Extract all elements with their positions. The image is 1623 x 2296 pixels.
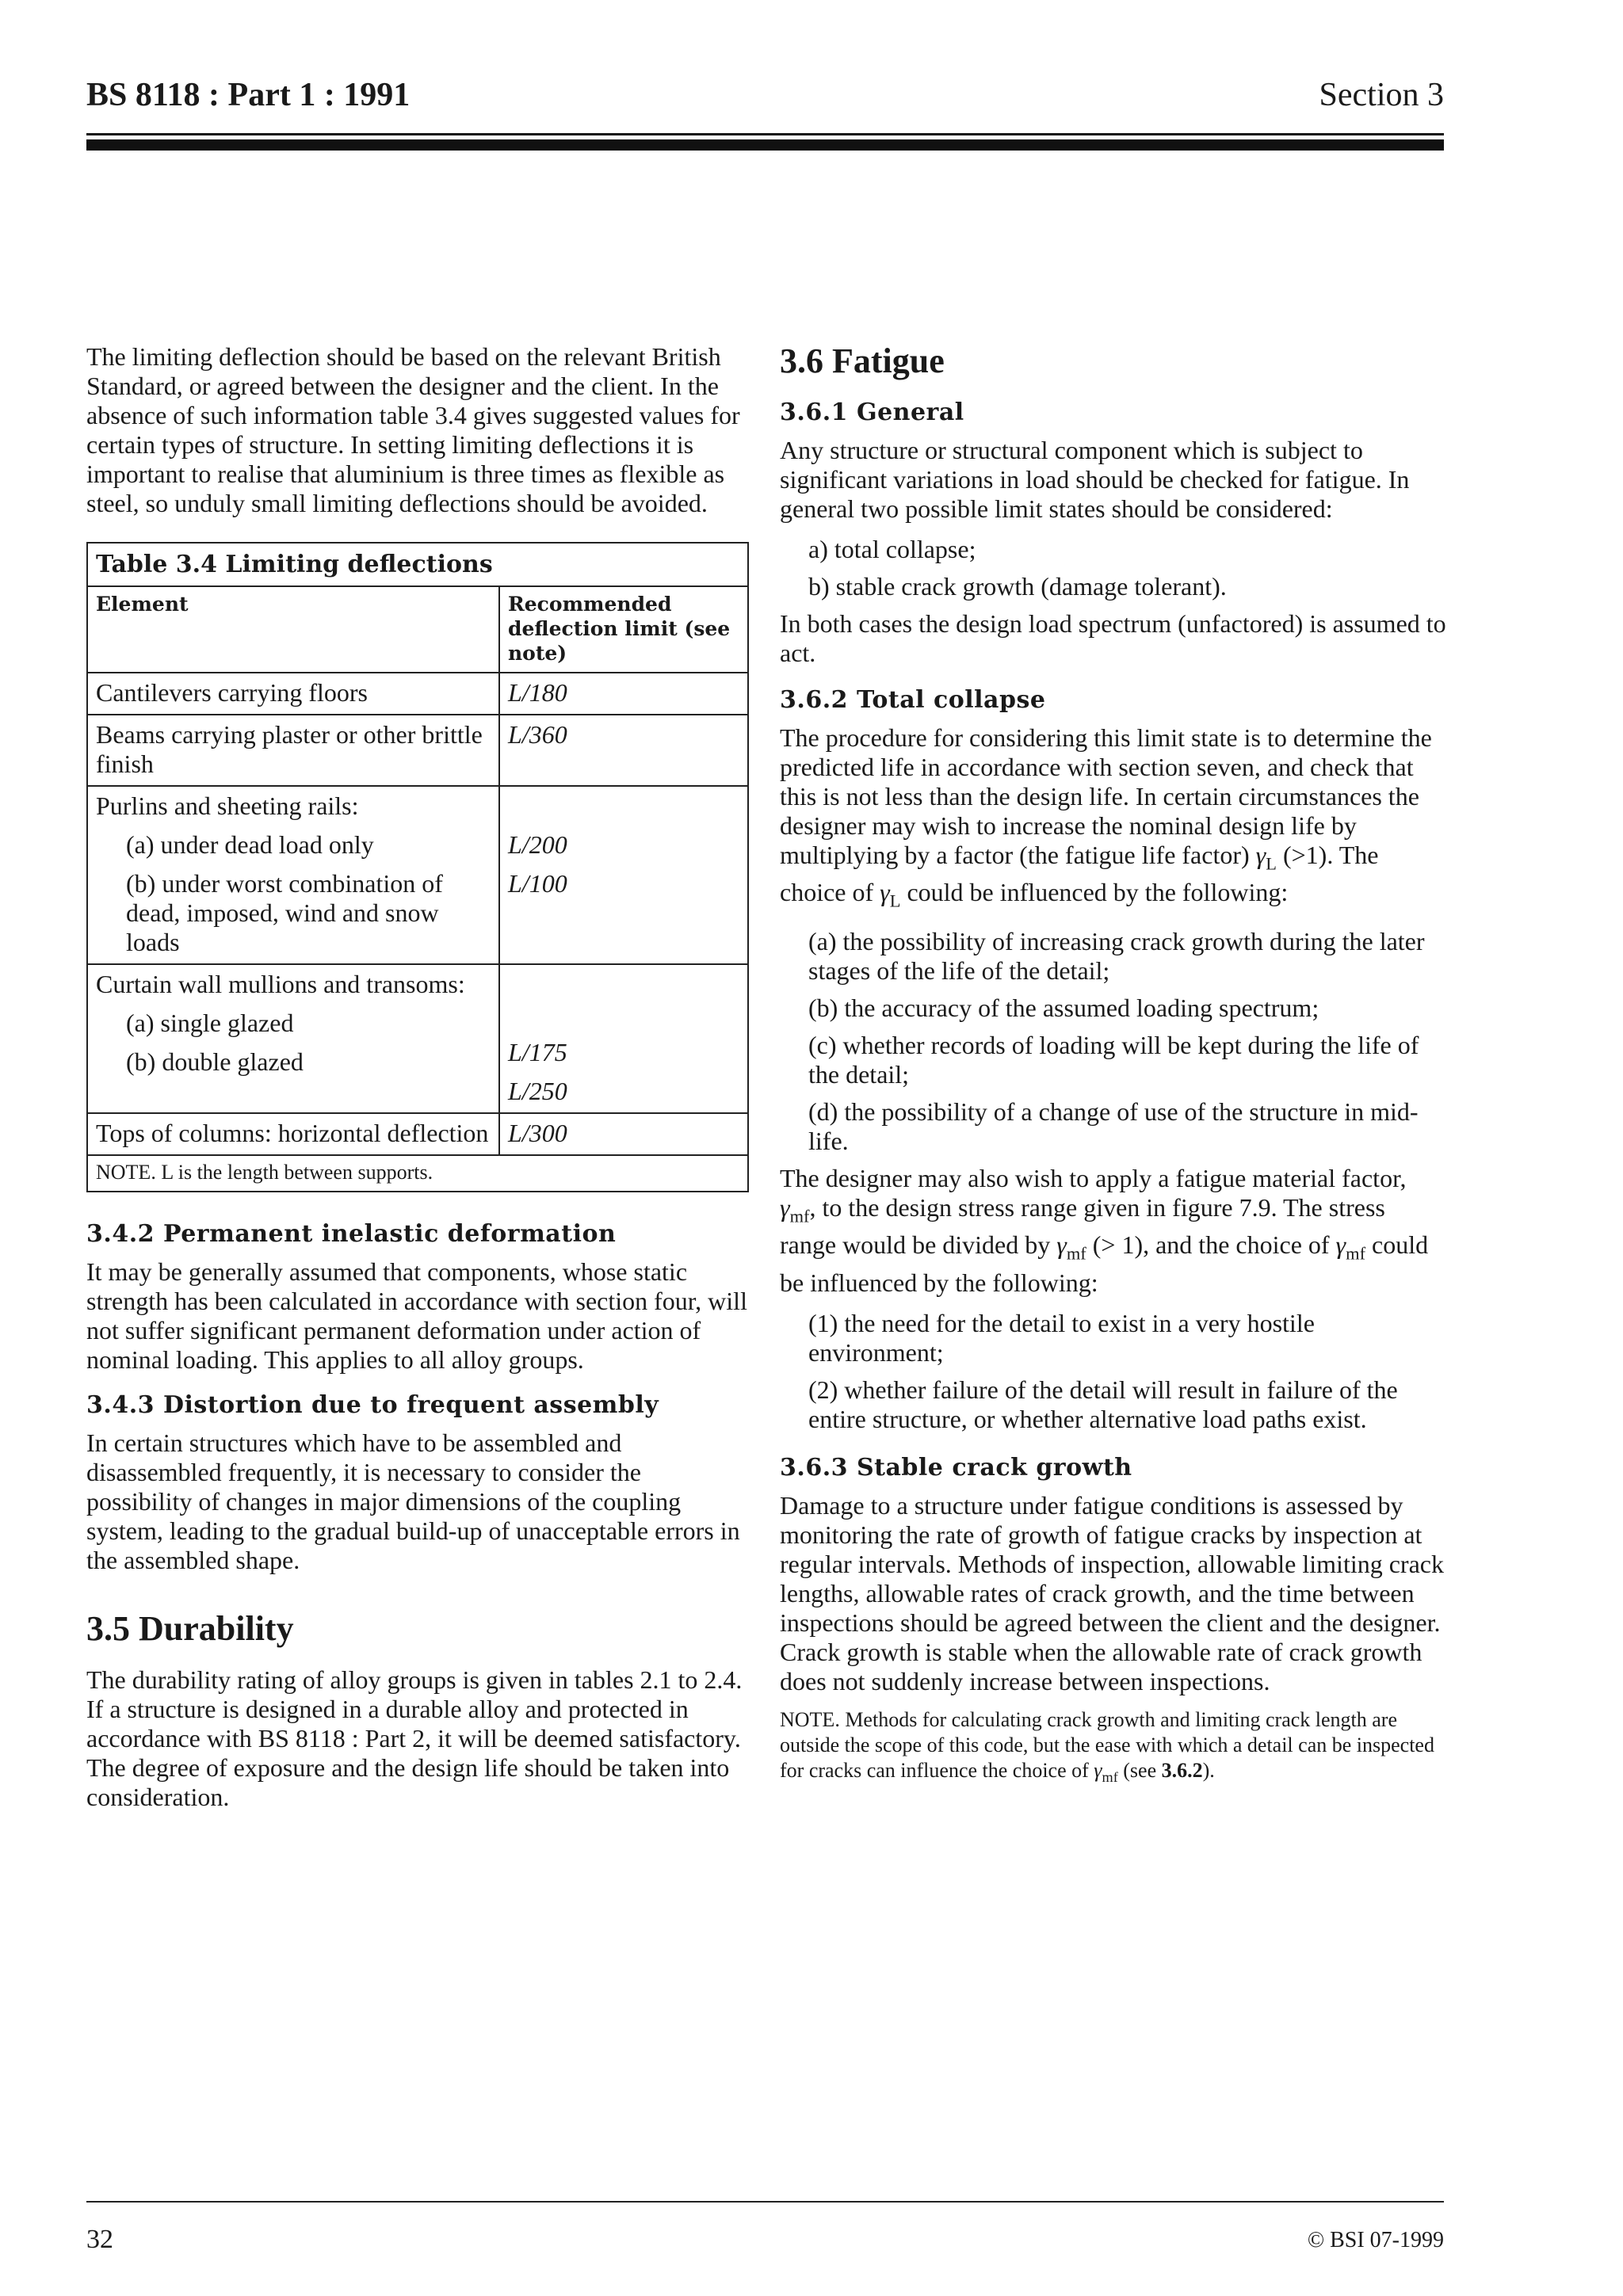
header-rule-thin: [86, 133, 1444, 135]
row-label: Curtain wall mullions and transoms:: [96, 970, 465, 998]
row-sub-label: (a) single glazed: [126, 1009, 294, 1037]
table-row: [87, 964, 748, 1113]
section-3-4-2-title: 3.4.2 Permanent inelastic deformation: [86, 1220, 617, 1248]
section-3-4-2-text: It may be generally assumed that components, whose static strength has been calculated in accordance with section four, will not suffer significant permanent deformation under action of nominal loading. This applies to all alloy groups.: [86, 1257, 747, 1374]
row-label: Beams carrying plaster or other brittle finish: [87, 715, 499, 786]
list-item: (b) the accuracy of the assumed loading spectrum;: [808, 993, 1319, 1022]
header-document-id: BS 8118 : Part 1 : 1991: [86, 77, 411, 113]
page-number: 32: [86, 2225, 113, 2254]
row-sub-label: (a) under dead load only: [126, 830, 374, 859]
gamma-symbol: $\gamma_L$: [1255, 841, 1277, 874]
header-rule-thick: [86, 139, 1444, 151]
right-column: [780, 342, 1447, 1801]
row-label: Cantilevers carrying floors: [87, 673, 499, 715]
section-3-6-3-title: 3.6.3 Stable crack growth: [780, 1453, 1132, 1482]
gamma-symbol: $\gamma_{mf}$: [780, 1192, 810, 1226]
section-3-6-2-text-1: [780, 723, 1447, 916]
list-item: (a) the possibility of increasing crack growth during the later stages of the life of the detail;: [808, 926, 1425, 985]
left-column: [86, 342, 749, 1823]
text-run: ).: [1202, 1758, 1215, 1782]
section-3-5-title: 3.5 Durability: [86, 1609, 294, 1648]
table-row: [87, 786, 748, 964]
section-3-6-title: 3.6 Fatigue: [780, 341, 945, 380]
row-limit: L/250: [508, 1077, 567, 1105]
gamma-symbol: $\gamma_L$: [880, 878, 901, 911]
copyright: © BSI 07-1999: [1307, 2228, 1444, 2252]
section-3-4-3-text: In certain structures which have to be assembled and disassembled frequently, it is necessary to consider the possibility of changes in major dimensions of the coupling system, leading to the gradual build-up of unacceptable errors in the assembled shape.: [86, 1428, 740, 1574]
text-run: (>1). The choice of: [780, 841, 1379, 907]
text-run: (see: [1123, 1758, 1157, 1782]
limiting-deflections-table: [86, 542, 749, 1192]
header-section: Section 3: [1319, 77, 1444, 113]
list-item: b) stable crack growth (damage tolerant).: [808, 572, 1227, 601]
row-sub-label: [96, 869, 491, 957]
text-run: could be influenced by the following:: [780, 1230, 1429, 1297]
text-run: (> 1), and the choice of: [1092, 1230, 1330, 1260]
gamma-symbol: $\gamma_{mf}$: [1335, 1230, 1366, 1264]
section-3-6-1-text: Any structure or structural component which is subject to significant variations in load should be checked for fatigue. In general two possible limit states should be considered:: [780, 436, 1410, 523]
cross-reference: 3.6.2: [1161, 1758, 1203, 1782]
section-3-6-2-text-2: [780, 1164, 1447, 1298]
table-row: [87, 715, 748, 786]
row-limit: L/180: [499, 673, 748, 715]
row-sub-label-text: (b) under worst combination of dead, imposed, wind and snow loads: [126, 869, 443, 956]
row-label: Tops of columns: horizontal deflection: [87, 1113, 499, 1155]
list-item: (1) the need for the detail to exist in a very hostile environment;: [808, 1308, 1315, 1367]
table-note: NOTE. L is the length between supports.: [87, 1155, 748, 1192]
text-run: The designer may also wish to apply a fatigue material factor,: [780, 1163, 1407, 1192]
text-run: could be influenced by the following:: [907, 878, 1289, 907]
section-3-4-3-title: 3.4.3 Distortion due to frequent assembly: [86, 1391, 659, 1419]
text-run: , to the design stress range given in figure 7.9. The stress range would be divided by: [780, 1192, 1385, 1260]
list-item: (2) whether failure of the detail will result in failure of the entire structure, or whether alternative load paths exist.: [808, 1375, 1398, 1433]
row-label: Purlins and sheeting rails:: [96, 791, 359, 820]
table-header-element: Element: [87, 586, 499, 673]
table-row: [87, 673, 748, 715]
gamma-symbol: $\gamma_{mf}$: [1056, 1230, 1086, 1264]
row-limit: L/300: [499, 1113, 748, 1155]
row-limit: L/100: [508, 869, 567, 898]
section-3-6-1-text-2: In both cases the design load spectrum (unfactored) is assumed to act.: [780, 609, 1446, 667]
intro-paragraph: The limiting deflection should be based on the relevant British Standard, or agreed between the designer and the client. In the absence of such information table 3.4 gives suggested values for certain types of structure. In setting limiting deflections it is important to realise that aluminium is three times as flexible as steel, so unduly small limiting deflections should be avoided.: [86, 342, 740, 517]
list-item: a) total collapse;: [808, 535, 976, 563]
section-3-6-1-title: 3.6.1 General: [780, 399, 964, 426]
footer-rule: [86, 2201, 1444, 2203]
section-3-5-text: The durability rating of alloy groups is given in tables 2.1 to 2.4. If a structure is designed in a durable alloy and protected in accordance with BS 8118 : Part 2, it will be deemed satisfactory. The degree of exposure and the design life should be taken into consideration.: [86, 1665, 743, 1811]
section-3-6-3-note: [780, 1707, 1447, 1790]
list-item: (c) whether records of loading will be kept during the life of the detail;: [808, 1030, 1419, 1089]
row-limit: L/200: [508, 830, 567, 859]
row-limit: L/360: [499, 715, 748, 786]
text-run: The procedure for considering this limit state is to determine the predicted life in accordance with section seven, and check that this is not less than the design life. In certain circumstances the designer may wish to increase the nominal design life by multiplying by a factor (the fatigue life factor): [780, 723, 1432, 869]
table-row: [87, 1113, 748, 1155]
section-3-6-3-text: Damage to a structure under fatigue conditions is assessed by monitoring the rate of growth of fatigue cracks by inspection at regular intervals. Methods of inspection, allowable limiting crack lengths, allowable rates of crack growth, and the time between inspections should be agreed between the client and the designer. Crack growth is stable when the allowable rate of crack growth does not suddenly increase between inspections.: [780, 1490, 1444, 1695]
section-3-6-2-title: 3.6.2 Total collapse: [780, 686, 1046, 714]
list-item: (d) the possibility of a change of use of the structure in mid-life.: [808, 1097, 1419, 1155]
row-sub-label: (b) double glazed: [126, 1047, 304, 1076]
row-limit: L/175: [508, 1038, 567, 1066]
table-header-limit: Recommended deflection limit (see note): [499, 586, 748, 673]
gamma-symbol: $\gamma_{mf}$: [1094, 1758, 1118, 1785]
table-caption: Table 3.4 Limiting deflections: [87, 543, 748, 586]
text-run: NOTE. Methods for calculating crack growth and limiting crack length are outside the scope of this code, but the ease with which a detail can be inspected for cracks can influence the choice of: [780, 1707, 1434, 1782]
